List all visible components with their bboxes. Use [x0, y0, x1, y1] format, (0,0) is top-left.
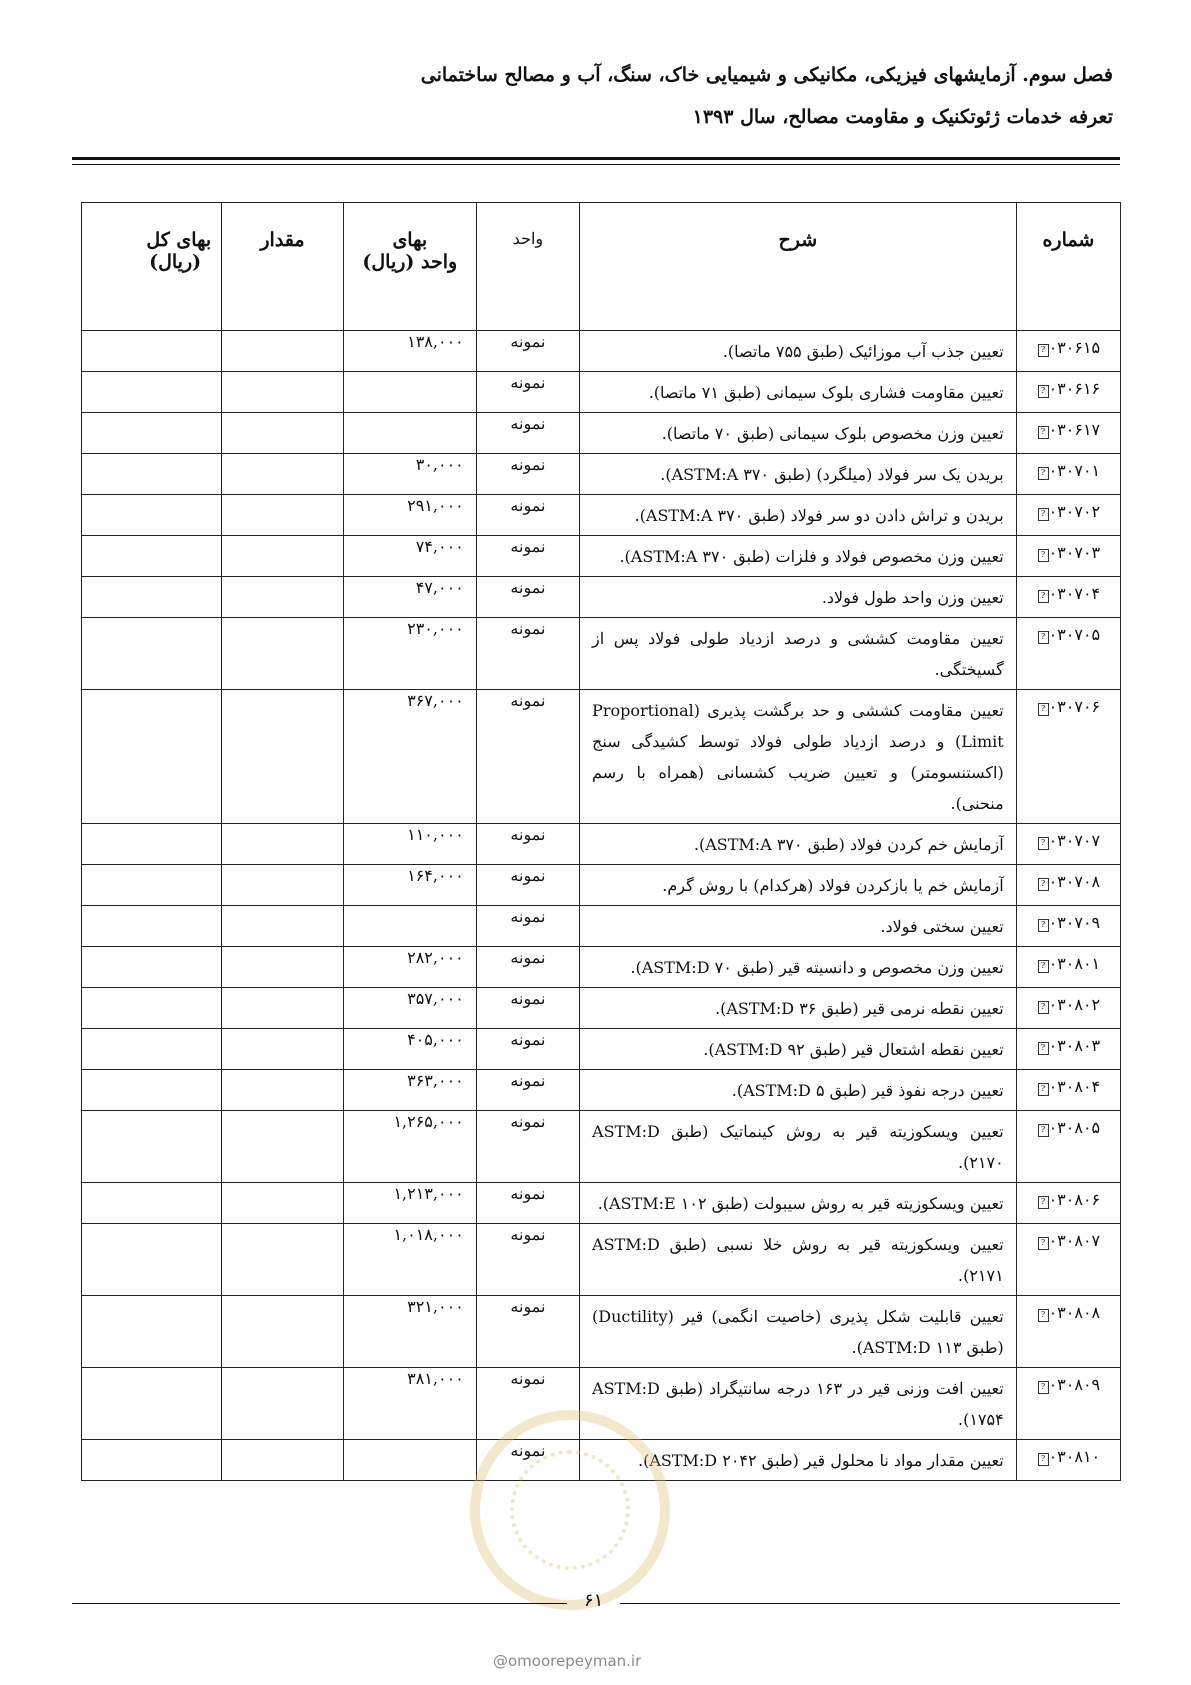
missing-glyph-icon: ? [1038, 1381, 1049, 1394]
table-row [82, 1183, 1121, 1224]
row-unit-price: ۳۸۱,۰۰۰ [343, 1368, 476, 1440]
row-description: تعیین مقدار مواد نا محلول قیر (طبق ASTM:D ۲۰۴۲). [580, 1440, 1017, 1481]
row-unit: نمونه [476, 1368, 579, 1440]
col-header-number: شماره [1016, 203, 1120, 331]
header-rule-thick [72, 157, 1120, 160]
row-number [1016, 1224, 1120, 1296]
row-unit-price: ۱۱۰,۰۰۰ [343, 824, 476, 865]
row-description: تعیین مقاومت فشاری بلوک سیمانی (طبق ۷۱ ماتصا). [580, 372, 1017, 413]
row-number [1016, 690, 1120, 824]
row-unit: نمونه [476, 1183, 579, 1224]
table-row [82, 495, 1121, 536]
row-unit: نمونه [476, 1070, 579, 1111]
row-unit-price [343, 413, 476, 454]
row-total [82, 577, 222, 618]
row-unit: نمونه [476, 1440, 579, 1481]
row-number-text: ۰۳۰۷۰۳ [1048, 543, 1101, 562]
row-description: تعیین وزن مخصوص و دانسیته قیر (طبق ASTM:D ۷۰). [580, 947, 1017, 988]
row-total [82, 906, 222, 947]
table-row [82, 988, 1121, 1029]
row-total [82, 372, 222, 413]
row-unit-price [343, 372, 476, 413]
row-total [82, 413, 222, 454]
missing-glyph-icon: ? [1038, 703, 1049, 716]
row-number [1016, 413, 1120, 454]
row-unit: نمونه [476, 988, 579, 1029]
row-quantity [222, 331, 344, 372]
row-description: بریدن و تراش دادن دو سر فولاد (طبق ASTM:A ۳۷۰). [580, 495, 1017, 536]
table-row [82, 947, 1121, 988]
table-header-row [82, 203, 1121, 331]
row-number-text: ۰۳۰۸۱۰ [1048, 1447, 1101, 1466]
row-unit-price: ۲۳۰,۰۰۰ [343, 618, 476, 690]
row-total [82, 1029, 222, 1070]
header-rule-thin [72, 164, 1120, 165]
row-description: آزمایش خم کردن فولاد (طبق ASTM:A ۳۷۰). [580, 824, 1017, 865]
row-description: تعیین جذب آب موزائیک (طبق ۷۵۵ ماتصا). [580, 331, 1017, 372]
total-header-l1: بهای کل [146, 229, 212, 251]
total-header-l2: (ریال) [149, 251, 202, 273]
row-total [82, 536, 222, 577]
row-number-text: ۰۳۰۸۰۴ [1048, 1077, 1101, 1096]
row-description: تعیین سختی فولاد. [580, 906, 1017, 947]
row-number [1016, 1440, 1120, 1481]
row-unit: نمونه [476, 1296, 579, 1368]
row-unit-price [343, 906, 476, 947]
row-unit-price: ۴۰۵,۰۰۰ [343, 1029, 476, 1070]
row-number-text: ۰۳۰۶۱۵ [1048, 338, 1101, 357]
row-unit: نمونه [476, 372, 579, 413]
row-unit: نمونه [476, 1224, 579, 1296]
row-quantity [222, 988, 344, 1029]
row-unit-price: ۱,۲۶۵,۰۰۰ [343, 1111, 476, 1183]
row-total [82, 1440, 222, 1481]
missing-glyph-icon: ? [1038, 1042, 1049, 1055]
row-number [1016, 372, 1120, 413]
row-number-text: ۰۳۰۸۰۳ [1048, 1036, 1101, 1055]
col-header-total [82, 203, 222, 331]
row-unit-price: ۳۶۷,۰۰۰ [343, 690, 476, 824]
row-unit: نمونه [476, 413, 579, 454]
row-number [1016, 947, 1120, 988]
missing-glyph-icon: ? [1038, 549, 1049, 562]
row-number [1016, 618, 1120, 690]
row-number-text: ۰۳۰۷۰۸ [1048, 872, 1101, 891]
missing-glyph-icon: ? [1038, 1196, 1049, 1209]
row-description: تعیین وزن مخصوص بلوک سیمانی (طبق ۷۰ ماتصا). [580, 413, 1017, 454]
row-number-text: ۰۳۰۸۰۶ [1048, 1190, 1101, 1209]
table-row [82, 454, 1121, 495]
missing-glyph-icon: ? [1038, 426, 1049, 439]
table-row [82, 1224, 1121, 1296]
row-number [1016, 536, 1120, 577]
row-unit-price: ۱,۰۱۸,۰۰۰ [343, 1224, 476, 1296]
missing-glyph-icon: ? [1038, 631, 1049, 644]
tariff-title: تعرفه خدمات ژئوتکنیک و مقاومت مصالح، سال ۱۳۹۳ [692, 106, 1113, 128]
table-row [82, 618, 1121, 690]
row-quantity [222, 495, 344, 536]
row-description: تعیین ویسکوزیته قیر به روش خلا نسبی (طبق ASTM:D ۲۱۷۱). [580, 1224, 1017, 1296]
row-number-text: ۰۳۰۷۰۵ [1048, 625, 1101, 644]
row-number [1016, 906, 1120, 947]
table-row [82, 1111, 1121, 1183]
row-quantity [222, 1183, 344, 1224]
row-number [1016, 331, 1120, 372]
row-quantity [222, 1296, 344, 1368]
row-unit-price [343, 1440, 476, 1481]
missing-glyph-icon: ? [1038, 837, 1049, 850]
row-number [1016, 1368, 1120, 1440]
row-description: آزمایش خم یا بازکردن فولاد (هرکدام) با روش گرم. [580, 865, 1017, 906]
row-quantity [222, 824, 344, 865]
row-quantity [222, 1224, 344, 1296]
row-total [82, 454, 222, 495]
table-row [82, 413, 1121, 454]
missing-glyph-icon: ? [1038, 1237, 1049, 1250]
row-unit: نمونه [476, 495, 579, 536]
row-unit-price: ۲۹۱,۰۰۰ [343, 495, 476, 536]
row-total [82, 988, 222, 1029]
table-row [82, 1368, 1121, 1440]
row-description: تعیین مقاومت کششی و درصد ازدیاد طولی فولاد پس از گسیختگی. [580, 618, 1017, 690]
row-quantity [222, 536, 344, 577]
col-header-quantity: مقدار [222, 203, 344, 331]
table-row [82, 690, 1121, 824]
row-number-text: ۰۳۰۸۰۱ [1048, 954, 1101, 973]
row-total [82, 1111, 222, 1183]
row-number [1016, 1111, 1120, 1183]
row-number-text: ۰۳۰۷۰۹ [1048, 913, 1101, 932]
row-unit: نمونه [476, 536, 579, 577]
row-quantity [222, 1368, 344, 1440]
row-unit: نمونه [476, 690, 579, 824]
row-quantity [222, 690, 344, 824]
table-row [82, 1029, 1121, 1070]
missing-glyph-icon: ? [1038, 508, 1049, 521]
missing-glyph-icon: ? [1038, 1124, 1049, 1137]
row-unit-price: ۱۶۴,۰۰۰ [343, 865, 476, 906]
row-number-text: ۰۳۰۶۱۶ [1048, 379, 1101, 398]
row-unit-price: ۴۷,۰۰۰ [343, 577, 476, 618]
row-quantity [222, 1029, 344, 1070]
row-number [1016, 495, 1120, 536]
row-number-text: ۰۳۰۷۰۶ [1048, 697, 1101, 716]
row-quantity [222, 618, 344, 690]
row-description: تعیین درجه نفوذ قیر (طبق ASTM:D ۵). [580, 1070, 1017, 1111]
row-unit: نمونه [476, 1029, 579, 1070]
row-unit: نمونه [476, 865, 579, 906]
missing-glyph-icon: ? [1038, 878, 1049, 891]
row-description: تعیین افت وزنی قیر در ۱۶۳ درجه سانتیگراد (طبق ASTM:D ۱۷۵۴). [580, 1368, 1017, 1440]
table-row [82, 577, 1121, 618]
row-unit-price: ۳۶۳,۰۰۰ [343, 1070, 476, 1111]
row-unit: نمونه [476, 577, 579, 618]
row-total [82, 690, 222, 824]
row-unit-price: ۳۰,۰۰۰ [343, 454, 476, 495]
row-total [82, 1296, 222, 1368]
unit-price-header-l2: واحد (ریال) [362, 251, 458, 273]
missing-glyph-icon: ? [1038, 919, 1049, 932]
table-row [82, 372, 1121, 413]
row-unit: نمونه [476, 906, 579, 947]
row-number [1016, 1296, 1120, 1368]
row-number [1016, 824, 1120, 865]
row-number-text: ۰۳۰۸۰۹ [1048, 1375, 1101, 1394]
row-quantity [222, 865, 344, 906]
missing-glyph-icon: ? [1038, 1453, 1049, 1466]
row-number-text: ۰۳۰۷۰۴ [1048, 584, 1101, 603]
row-description: تعیین ویسکوزیته قیر به روش سیبولت (طبق ASTM:E ۱۰۲). [580, 1183, 1017, 1224]
footer-rule-right [620, 1603, 1120, 1604]
row-number-text: ۰۳۰۷۰۱ [1048, 461, 1101, 480]
missing-glyph-icon: ? [1038, 960, 1049, 973]
tariff-table [81, 202, 1121, 1481]
row-total [82, 495, 222, 536]
row-number [1016, 577, 1120, 618]
row-quantity [222, 413, 344, 454]
table-row [82, 1440, 1121, 1481]
row-total [82, 824, 222, 865]
row-unit: نمونه [476, 618, 579, 690]
row-unit: نمونه [476, 1111, 579, 1183]
row-number-text: ۰۳۰۸۰۷ [1048, 1231, 1101, 1250]
row-description: تعیین نقطه نرمی قیر (طبق ASTM:D ۳۶). [580, 988, 1017, 1029]
missing-glyph-icon: ? [1038, 590, 1049, 603]
row-description: تعیین وزن واحد طول فولاد. [580, 577, 1017, 618]
row-total [82, 1070, 222, 1111]
watermark-site: @omoorepeyman.ir [493, 1652, 642, 1670]
table-row [82, 824, 1121, 865]
table-row [82, 865, 1121, 906]
row-description: تعیین قابلیت شکل پذیری (خاصیت انگمی) قیر (Ductility) (طبق ASTM:D ۱۱۳). [580, 1296, 1017, 1368]
row-total [82, 1368, 222, 1440]
row-unit-price: ۳۲۱,۰۰۰ [343, 1296, 476, 1368]
row-quantity [222, 906, 344, 947]
row-unit: نمونه [476, 331, 579, 372]
row-number [1016, 1183, 1120, 1224]
missing-glyph-icon: ? [1038, 344, 1049, 357]
row-total [82, 1224, 222, 1296]
row-description: تعیین ویسکوزیته قیر به روش کینماتیک (طبق ASTM:D ۲۱۷۰). [580, 1111, 1017, 1183]
row-description: تعیین نقطه اشتعال قیر (طبق ASTM:D ۹۲). [580, 1029, 1017, 1070]
table-row [82, 1070, 1121, 1111]
row-description: تعیین مقاومت کششی و حد برگشت پذیری (Proportional Limit) و درصد ازدیاد طولی فولاد توسط کشیدگی سنج (اکستنسومتر) و تعیین ضریب کشسانی (همراه با رسم منحنی). [580, 690, 1017, 824]
row-number [1016, 1070, 1120, 1111]
row-quantity [222, 1440, 344, 1481]
row-unit-price: ۷۴,۰۰۰ [343, 536, 476, 577]
row-description: بریدن یک سر فولاد (میلگرد) (طبق ASTM:A ۳۷۰). [580, 454, 1017, 495]
row-number-text: ۰۳۰۸۰۲ [1048, 995, 1101, 1014]
row-quantity [222, 1070, 344, 1111]
row-total [82, 865, 222, 906]
row-number [1016, 1029, 1120, 1070]
row-quantity [222, 947, 344, 988]
row-number [1016, 988, 1120, 1029]
table-row [82, 331, 1121, 372]
row-number [1016, 865, 1120, 906]
row-description: تعیین وزن مخصوص فولاد و فلزات (طبق ASTM:A ۳۷۰). [580, 536, 1017, 577]
page-number: ۶۱ [584, 1590, 604, 1611]
row-number-text: ۰۳۰۸۰۵ [1048, 1118, 1101, 1137]
col-header-unit: واحد [476, 203, 579, 331]
row-total [82, 1183, 222, 1224]
row-number-text: ۰۳۰۶۱۷ [1048, 420, 1101, 439]
missing-glyph-icon: ? [1038, 1001, 1049, 1014]
row-quantity [222, 372, 344, 413]
missing-glyph-icon: ? [1038, 1083, 1049, 1096]
row-unit-price: ۱,۲۱۳,۰۰۰ [343, 1183, 476, 1224]
table-row [82, 906, 1121, 947]
row-number [1016, 454, 1120, 495]
chapter-title: فصل سوم. آزمایشهای فیزیکی، مکانیکی و شیمیایی خاک، سنگ، آب و مصالح ساختمانی [420, 64, 1113, 86]
row-number-text: ۰۳۰۷۰۷ [1048, 831, 1101, 850]
row-total [82, 618, 222, 690]
row-number-text: ۰۳۰۷۰۲ [1048, 502, 1101, 521]
row-unit-price: ۲۸۲,۰۰۰ [343, 947, 476, 988]
row-unit: نمونه [476, 947, 579, 988]
missing-glyph-icon: ? [1038, 467, 1049, 480]
row-quantity [222, 454, 344, 495]
row-unit: نمونه [476, 824, 579, 865]
row-total [82, 947, 222, 988]
footer-rule-left [72, 1603, 567, 1604]
table-row [82, 536, 1121, 577]
row-unit-price: ۳۵۷,۰۰۰ [343, 988, 476, 1029]
row-quantity [222, 1111, 344, 1183]
col-header-unit-price [343, 203, 476, 331]
row-quantity [222, 577, 344, 618]
missing-glyph-icon: ? [1038, 1309, 1049, 1322]
row-unit-price: ۱۳۸,۰۰۰ [343, 331, 476, 372]
table-row [82, 1296, 1121, 1368]
row-unit: نمونه [476, 454, 579, 495]
row-total [82, 331, 222, 372]
col-header-description: شرح [580, 203, 1017, 331]
missing-glyph-icon: ? [1038, 385, 1049, 398]
row-number-text: ۰۳۰۸۰۸ [1048, 1303, 1101, 1322]
unit-price-header-l1: بهای [392, 229, 428, 251]
